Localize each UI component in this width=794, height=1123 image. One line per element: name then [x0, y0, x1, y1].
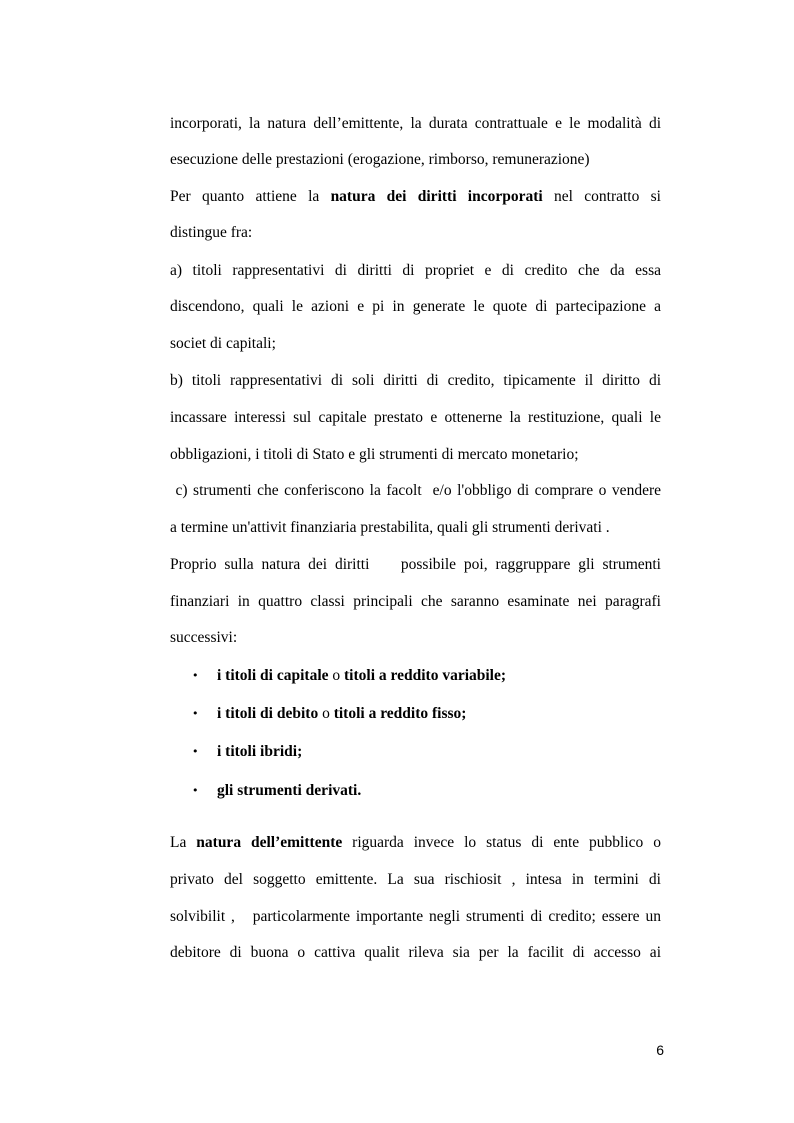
text-span: o [328, 667, 345, 684]
text-line: distingue fra: [170, 224, 253, 241]
bullet-item [217, 780, 661, 802]
bold-phrase: natura dell’emittente [196, 834, 343, 851]
bold-phrase: titoli a reddito variabile; [344, 667, 507, 684]
text-line [170, 186, 661, 208]
text-line: finanziari in quattro classi principali che saranno esaminate nei paragrafi [170, 593, 661, 610]
bold-phrase: gli strumenti derivati. [217, 782, 362, 799]
text-span: o [318, 705, 334, 722]
bold-phrase: natura dei diritti incorporati [330, 188, 543, 205]
bullet-marker: • [192, 669, 199, 682]
text-line: esecuzione delle prestazioni (erogazione, rimborso, remunerazione) [170, 151, 590, 168]
text-line: obbligazioni, i titoli di Stato e gli strumenti di mercato monetario; [170, 446, 579, 463]
text-line: privato del soggetto emittente. La sua rischiosit , intesa in termini di [170, 871, 661, 888]
text-line: a termine un'attivit finanziaria prestabilita, quali gli strumenti derivati . [170, 519, 610, 536]
bullet-item [217, 665, 661, 687]
bold-phrase: i titoli di debito [217, 705, 319, 722]
bullet-marker: • [192, 784, 199, 797]
text-line: Proprio sulla natura dei diritti possibile poi, raggruppare gli strumenti [170, 556, 661, 573]
text-line: successivi: [170, 629, 238, 646]
text-line: debitore di buona o cattiva qualit rileva sia per la facilit di accesso ai [170, 944, 661, 961]
text-span: La [170, 834, 197, 851]
bullet-item [217, 741, 661, 763]
bold-phrase: i titoli ibridi; [217, 743, 303, 760]
text-line: a) titoli rappresentativi di diritti di propriet e di credito che da essa [170, 262, 661, 279]
bullet-item [217, 703, 661, 725]
text-line: solvibilit , particolarmente importante negli strumenti di credito; essere un [170, 908, 661, 925]
text-line: b) titoli rappresentativi di soli diritti di credito, tipicamente il diritto di [170, 372, 661, 389]
text-line [170, 832, 661, 854]
text-span: Per quanto attiene la [170, 188, 331, 205]
bullet-marker: • [192, 707, 199, 720]
bold-phrase: titoli a reddito fisso; [333, 705, 467, 722]
text-line: incassare interessi sul capitale prestato e ottenerne la restituzione, quali le [170, 409, 661, 426]
text-line: societ di capitali; [170, 335, 276, 352]
text-line: discendono, quali le azioni e pi in generate le quote di partecipazione a [170, 298, 661, 315]
bullet-marker: • [192, 745, 199, 758]
text-line: incorporati, la natura dell’emittente, la durata contrattuale e le modalità di [170, 115, 661, 132]
bold-phrase: i titoli di capitale [217, 667, 329, 684]
text-span: riguarda invece lo status di ente pubblico o [342, 834, 661, 851]
text-span: nel contratto si [542, 188, 661, 205]
text-line: c) strumenti che conferiscono la facolt e/o l'obbligo di comprare o vendere [170, 482, 661, 499]
page-number: 6 [656, 1042, 664, 1058]
